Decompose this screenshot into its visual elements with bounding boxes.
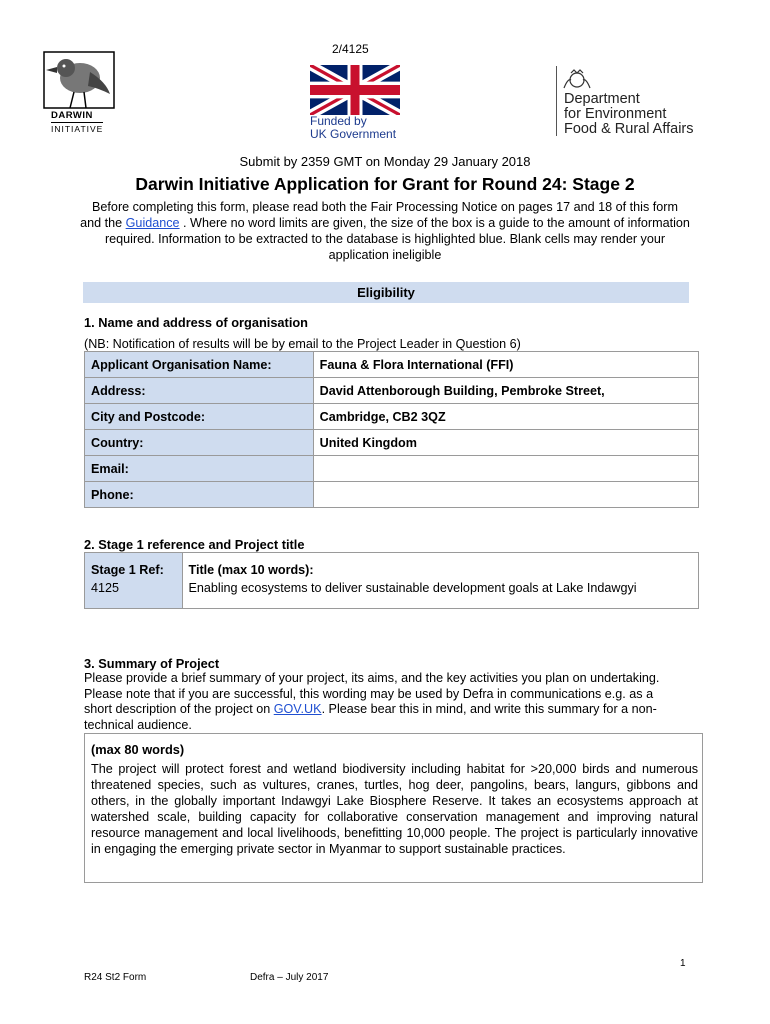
phone-field[interactable] (313, 482, 698, 508)
table-row (85, 404, 699, 430)
funded-by-text: Funded by UK Government (310, 114, 397, 141)
page-title: Darwin Initiative Application for Grant for Round 24: Stage 2 (135, 174, 635, 194)
summary-text[interactable]: The project will protect forest and wetland biodiversity including habitat for >20,000 birds and numerous threatened species, such as vultures, cranes, turtles, hog deer, pangolins, bears, langurs, gibbons and others, in the globally important Indawgyi Lake Biosphere Reserve. It takes an ecosystems approach at watershed scale, building capacity for collaborative conservation management and improving natural resource management and local livelihoods, benefitting 10,000 people. The project is particularly innovative in engaging the emerging private sector in Myanmar to support sustainable practices. (91, 762, 698, 856)
gov-uk-link[interactable]: GOV.UK (273, 702, 322, 716)
union-flag-icon (310, 65, 400, 115)
q3-description: Please provide a brief summary of your project, its aims, and the key activities you plan on undertaking. Please note that if you are successful, this wording may be used by Defra in communications e.g. as a short description of the project on GOV.UK. Please bear this in mind, and write this summary for a non-technical audience. (84, 671, 660, 732)
footer-date: Defra – July 2017 (250, 972, 329, 983)
darwin-logo-title: DARWIN (51, 110, 93, 121)
country-field[interactable]: United Kingdom (313, 430, 698, 456)
city-postcode-field[interactable]: Cambridge, CB2 3QZ (313, 404, 698, 430)
stage1-ref-label: Stage 1 Ref: (91, 563, 164, 577)
address-label: Address: (85, 378, 314, 404)
table-row (85, 553, 699, 609)
q2-heading: 2. Stage 1 reference and Project title (84, 537, 305, 552)
table-row (85, 456, 699, 482)
city-postcode-label: City and Postcode: (85, 404, 314, 430)
org-name-field[interactable]: Fauna & Flora International (FFI) (313, 352, 698, 378)
q1-note: (NB: Notification of results will be by email to the Project Leader in Question 6) (84, 337, 521, 351)
organisation-table (84, 351, 699, 508)
org-name-label: Applicant Organisation Name: (85, 352, 314, 378)
eligibility-heading: Eligibility (83, 282, 689, 303)
table-row (85, 378, 699, 404)
title-cell (182, 553, 698, 609)
footer-form-name: R24 St2 Form (84, 972, 147, 983)
address-field[interactable]: David Attenborough Building, Pembroke Street, (313, 378, 698, 404)
table-row (85, 430, 699, 456)
summary-word-limit: (max 80 words) (91, 742, 185, 757)
project-title-table (84, 552, 699, 609)
stage1-ref-cell (85, 553, 183, 609)
email-label: Email: (85, 456, 314, 482)
title-label: Title (max 10 words): (188, 563, 314, 577)
table-row (85, 482, 699, 508)
intro-paragraph: Before completing this form, please read both the Fair Processing Notice on pages 17 and 18 of this form and the Guidance . Where no word limits are given, the size of the box is a guide to the amount of information required. Information to be extracted to the database is highlighted blue. Blank cells may render your application ineligible (80, 200, 690, 262)
darwin-logo-subtitle: INITIATIVE (51, 124, 104, 134)
country-label: Country: (85, 430, 314, 456)
submission-deadline: Submit by 2359 GMT on Monday 29 January 2018 (239, 154, 531, 169)
guidance-link[interactable]: Guidance (125, 216, 180, 230)
phone-label: Phone: (85, 482, 314, 508)
royal-crest-icon (562, 68, 592, 90)
stage1-ref-value[interactable]: 4125 (91, 581, 120, 595)
defra-divider (556, 66, 557, 136)
defra-logo-text: Department for Environment Food & Rural Affairs (564, 91, 694, 137)
darwin-initiative-logo (40, 50, 120, 145)
table-row (85, 352, 699, 378)
reference-number: 2/4125 (332, 42, 369, 56)
email-field[interactable] (313, 456, 698, 482)
page-number: 1 (680, 958, 686, 969)
title-value[interactable]: Enabling ecosystems to deliver sustainable development goals at Lake Indawgyi (188, 581, 637, 595)
q3-heading: 3. Summary of Project (84, 656, 220, 671)
q1-heading: 1. Name and address of organisation (84, 315, 309, 330)
